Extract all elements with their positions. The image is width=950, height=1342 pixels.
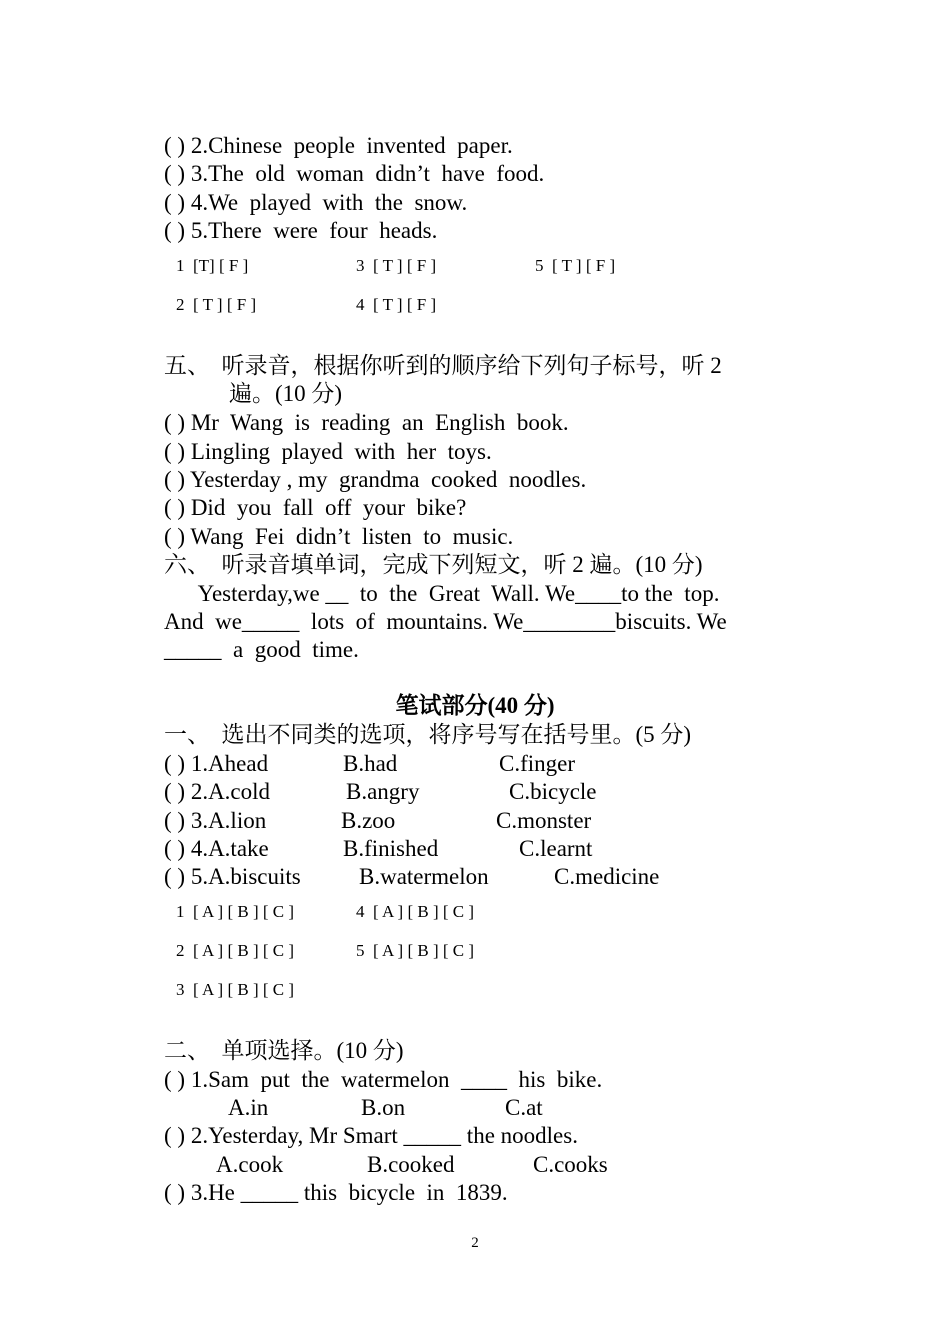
mc-question-2: ( ) 2.Yesterday, Mr Smart _____ the noodles. [164,1123,578,1148]
listening5-item: ( ) Lingling played with her toys. [164,439,492,464]
listening5-item: ( ) Mr Wang is reading an English book. [164,410,569,435]
section-heading-5-cont: 遍。(10 分) [229,381,343,406]
choice-question: ( ) 2.A.cold [164,779,271,804]
listening5-item: ( ) Wang Fei didn’t listen to music. [164,524,514,549]
choice-option-b: B.had [343,751,398,776]
choice-option-b: B.watermelon [359,864,489,889]
listening4-item-2: ( ) 2.Chinese people invented paper. [164,133,513,158]
mc-option-a: A.cook [216,1152,284,1177]
answer-choice-4[interactable]: 4 [ T ] [ F ] [356,295,437,314]
choice-option-c: C.learnt [519,836,593,861]
choice-option-b: B.finished [343,836,439,861]
mc-question-1: ( ) 1.Sam put the watermelon ____ his bike. [164,1067,603,1092]
choice-option-b: B.zoo [341,808,396,833]
page-number: 2 [471,1235,479,1251]
choice-option-c: C.medicine [554,864,660,889]
answer-choice-2[interactable]: 2 [ T ] [ F ] [176,295,257,314]
choice-option-c: C.monster [496,808,592,833]
choice-option-c: C.bicycle [509,779,597,804]
written-part-title: 笔试部分(40 分) [395,693,555,718]
choice-option-c: C.finger [499,751,576,776]
mc-option-b: B.on [361,1095,406,1120]
answer-choice-1[interactable]: 1 [T] [ F ] [176,256,249,275]
mc-option-c: C.at [505,1095,543,1120]
section-heading-5: 五、 听录音，根据你听到的顺序给下列句子标号，听 2 [164,353,722,378]
mc-option-a: A.in [228,1095,269,1120]
section-heading-6: 六、 听录音填单词，完成下列短文，听 2 遍。(10 分) [164,552,703,577]
mc-option-c: C.cooks [533,1152,608,1177]
written-heading-1: 一、 选出不同类的选项，将序号写在括号里。(5 分) [164,722,692,747]
answer-choice-3[interactable]: 3 [ A ] [ B ] [ C ] [176,980,295,999]
listening5-item: ( ) Did you fall off your bike? [164,495,467,520]
answer-choice-5[interactable]: 5 [ A ] [ B ] [ C ] [356,941,475,960]
choice-question: ( ) 3.A.lion [164,808,267,833]
choice-option-b: B.angry [346,779,420,804]
answer-choice-4[interactable]: 4 [ A ] [ B ] [ C ] [356,902,475,921]
mc-option-b: B.cooked [367,1152,455,1177]
answer-choice-2[interactable]: 2 [ A ] [ B ] [ C ] [176,941,295,960]
listening4-item-3: ( ) 3.The old woman didn’t have food. [164,161,545,186]
written-heading-2: 二、 单项选择。(10 分) [164,1038,404,1063]
passage-line-2: And we_____ lots of mountains. We________biscuits. We [164,609,727,634]
answer-choice-5[interactable]: 5 [ T ] [ F ] [535,256,616,275]
passage-line-1: Yesterday,we __ to the Great Wall. We____to the top. [164,581,720,606]
choice-question: ( ) 4.A.take [164,836,269,861]
answer-choice-1[interactable]: 1 [ A ] [ B ] [ C ] [176,902,295,921]
listening5-item: ( ) Yesterday , my grandma cooked noodles. [164,467,587,492]
answer-choice-3[interactable]: 3 [ T ] [ F ] [356,256,437,275]
choice-question: ( ) 1.Ahead [164,751,269,776]
choice-question: ( ) 5.A.biscuits [164,864,301,889]
mc-question-3: ( ) 3.He _____ this bicycle in 1839. [164,1180,508,1205]
listening4-item-4: ( ) 4.We played with the snow. [164,190,468,215]
passage-line-3: _____ a good time. [164,637,359,662]
listening4-item-5: ( ) 5.There were four heads. [164,218,438,243]
